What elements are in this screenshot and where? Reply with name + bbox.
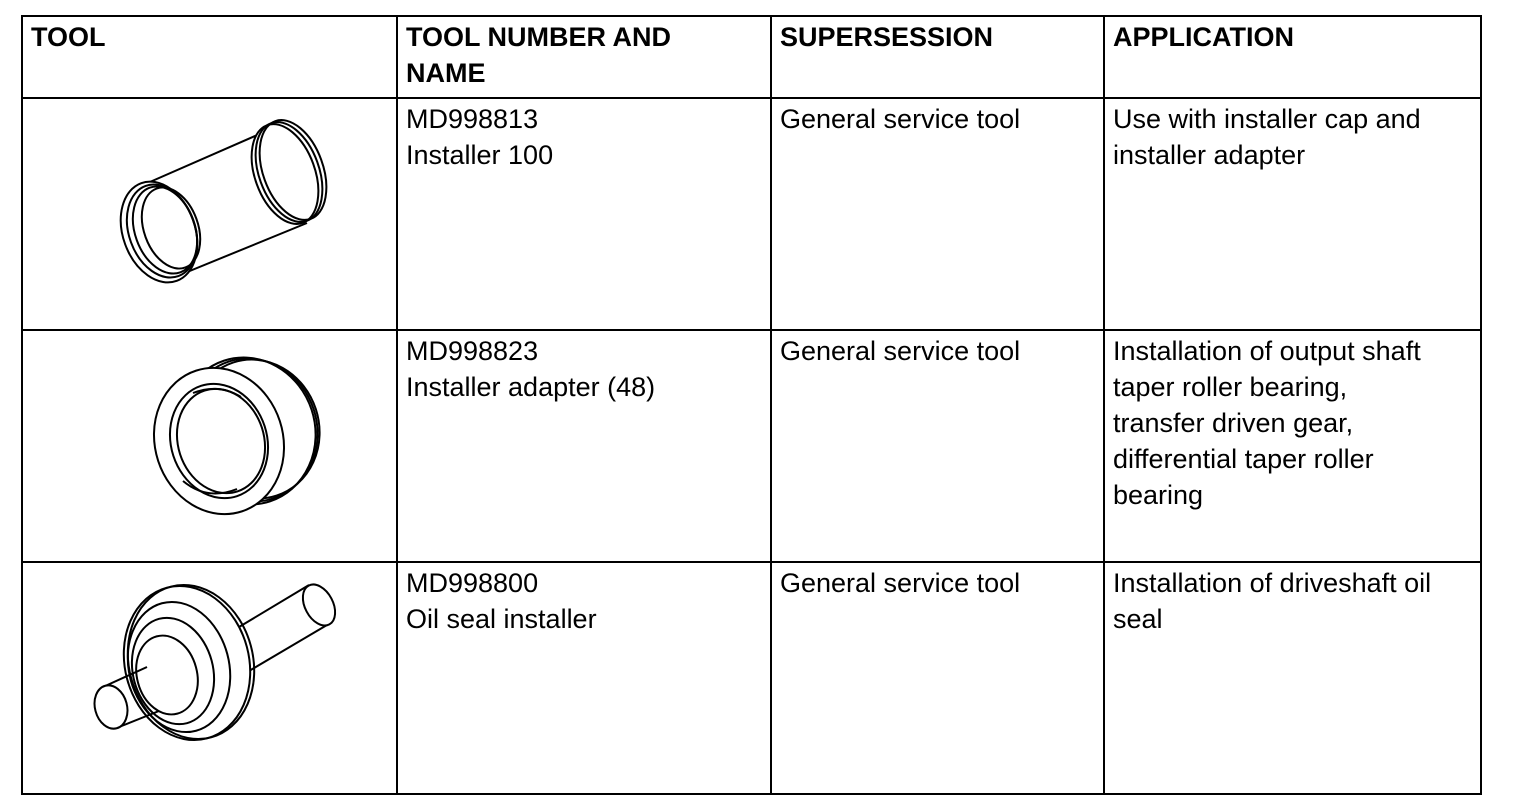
- supersession-cell: General service tool: [771, 98, 1104, 330]
- application-cell: Installation of output shaft taper roller bearing, transfer driven gear, differential taper roller bearing: [1104, 330, 1481, 562]
- tool-illustration-cell: [22, 562, 397, 794]
- tool-number: MD998813: [406, 104, 539, 134]
- tool-number-cell: [397, 98, 771, 330]
- installer-cylinder-icon: [23, 99, 397, 327]
- installer-adapter-ring-icon: [23, 331, 397, 559]
- tool-number-cell: [397, 562, 771, 794]
- tool-number: MD998823: [406, 336, 539, 366]
- header-application: APPLICATION: [1104, 16, 1481, 98]
- header-tool-number-and-name: TOOL NUMBER AND NAME: [397, 16, 771, 98]
- application-cell: Use with installer cap and installer adapter: [1104, 98, 1481, 330]
- special-tools-table: [21, 15, 1482, 795]
- supersession-cell: General service tool: [771, 330, 1104, 562]
- table-row: [22, 562, 1481, 794]
- table-row: [22, 330, 1481, 562]
- application-cell: Installation of driveshaft oil seal: [1104, 562, 1481, 794]
- tool-name: Installer 100: [406, 140, 554, 170]
- header-row: [22, 16, 1481, 98]
- header-tool: TOOL: [22, 16, 397, 98]
- header-supersession: SUPERSESSION: [771, 16, 1104, 98]
- supersession-cell: General service tool: [771, 562, 1104, 794]
- table-row: [22, 98, 1481, 330]
- tool-name: Installer adapter (48): [406, 372, 656, 402]
- tool-name: Oil seal installer: [406, 604, 597, 634]
- oil-seal-installer-icon: [23, 563, 397, 791]
- tool-number-cell: [397, 330, 771, 562]
- tool-illustration-cell: [22, 98, 397, 330]
- tool-illustration-cell: [22, 330, 397, 562]
- tool-number: MD998800: [406, 568, 539, 598]
